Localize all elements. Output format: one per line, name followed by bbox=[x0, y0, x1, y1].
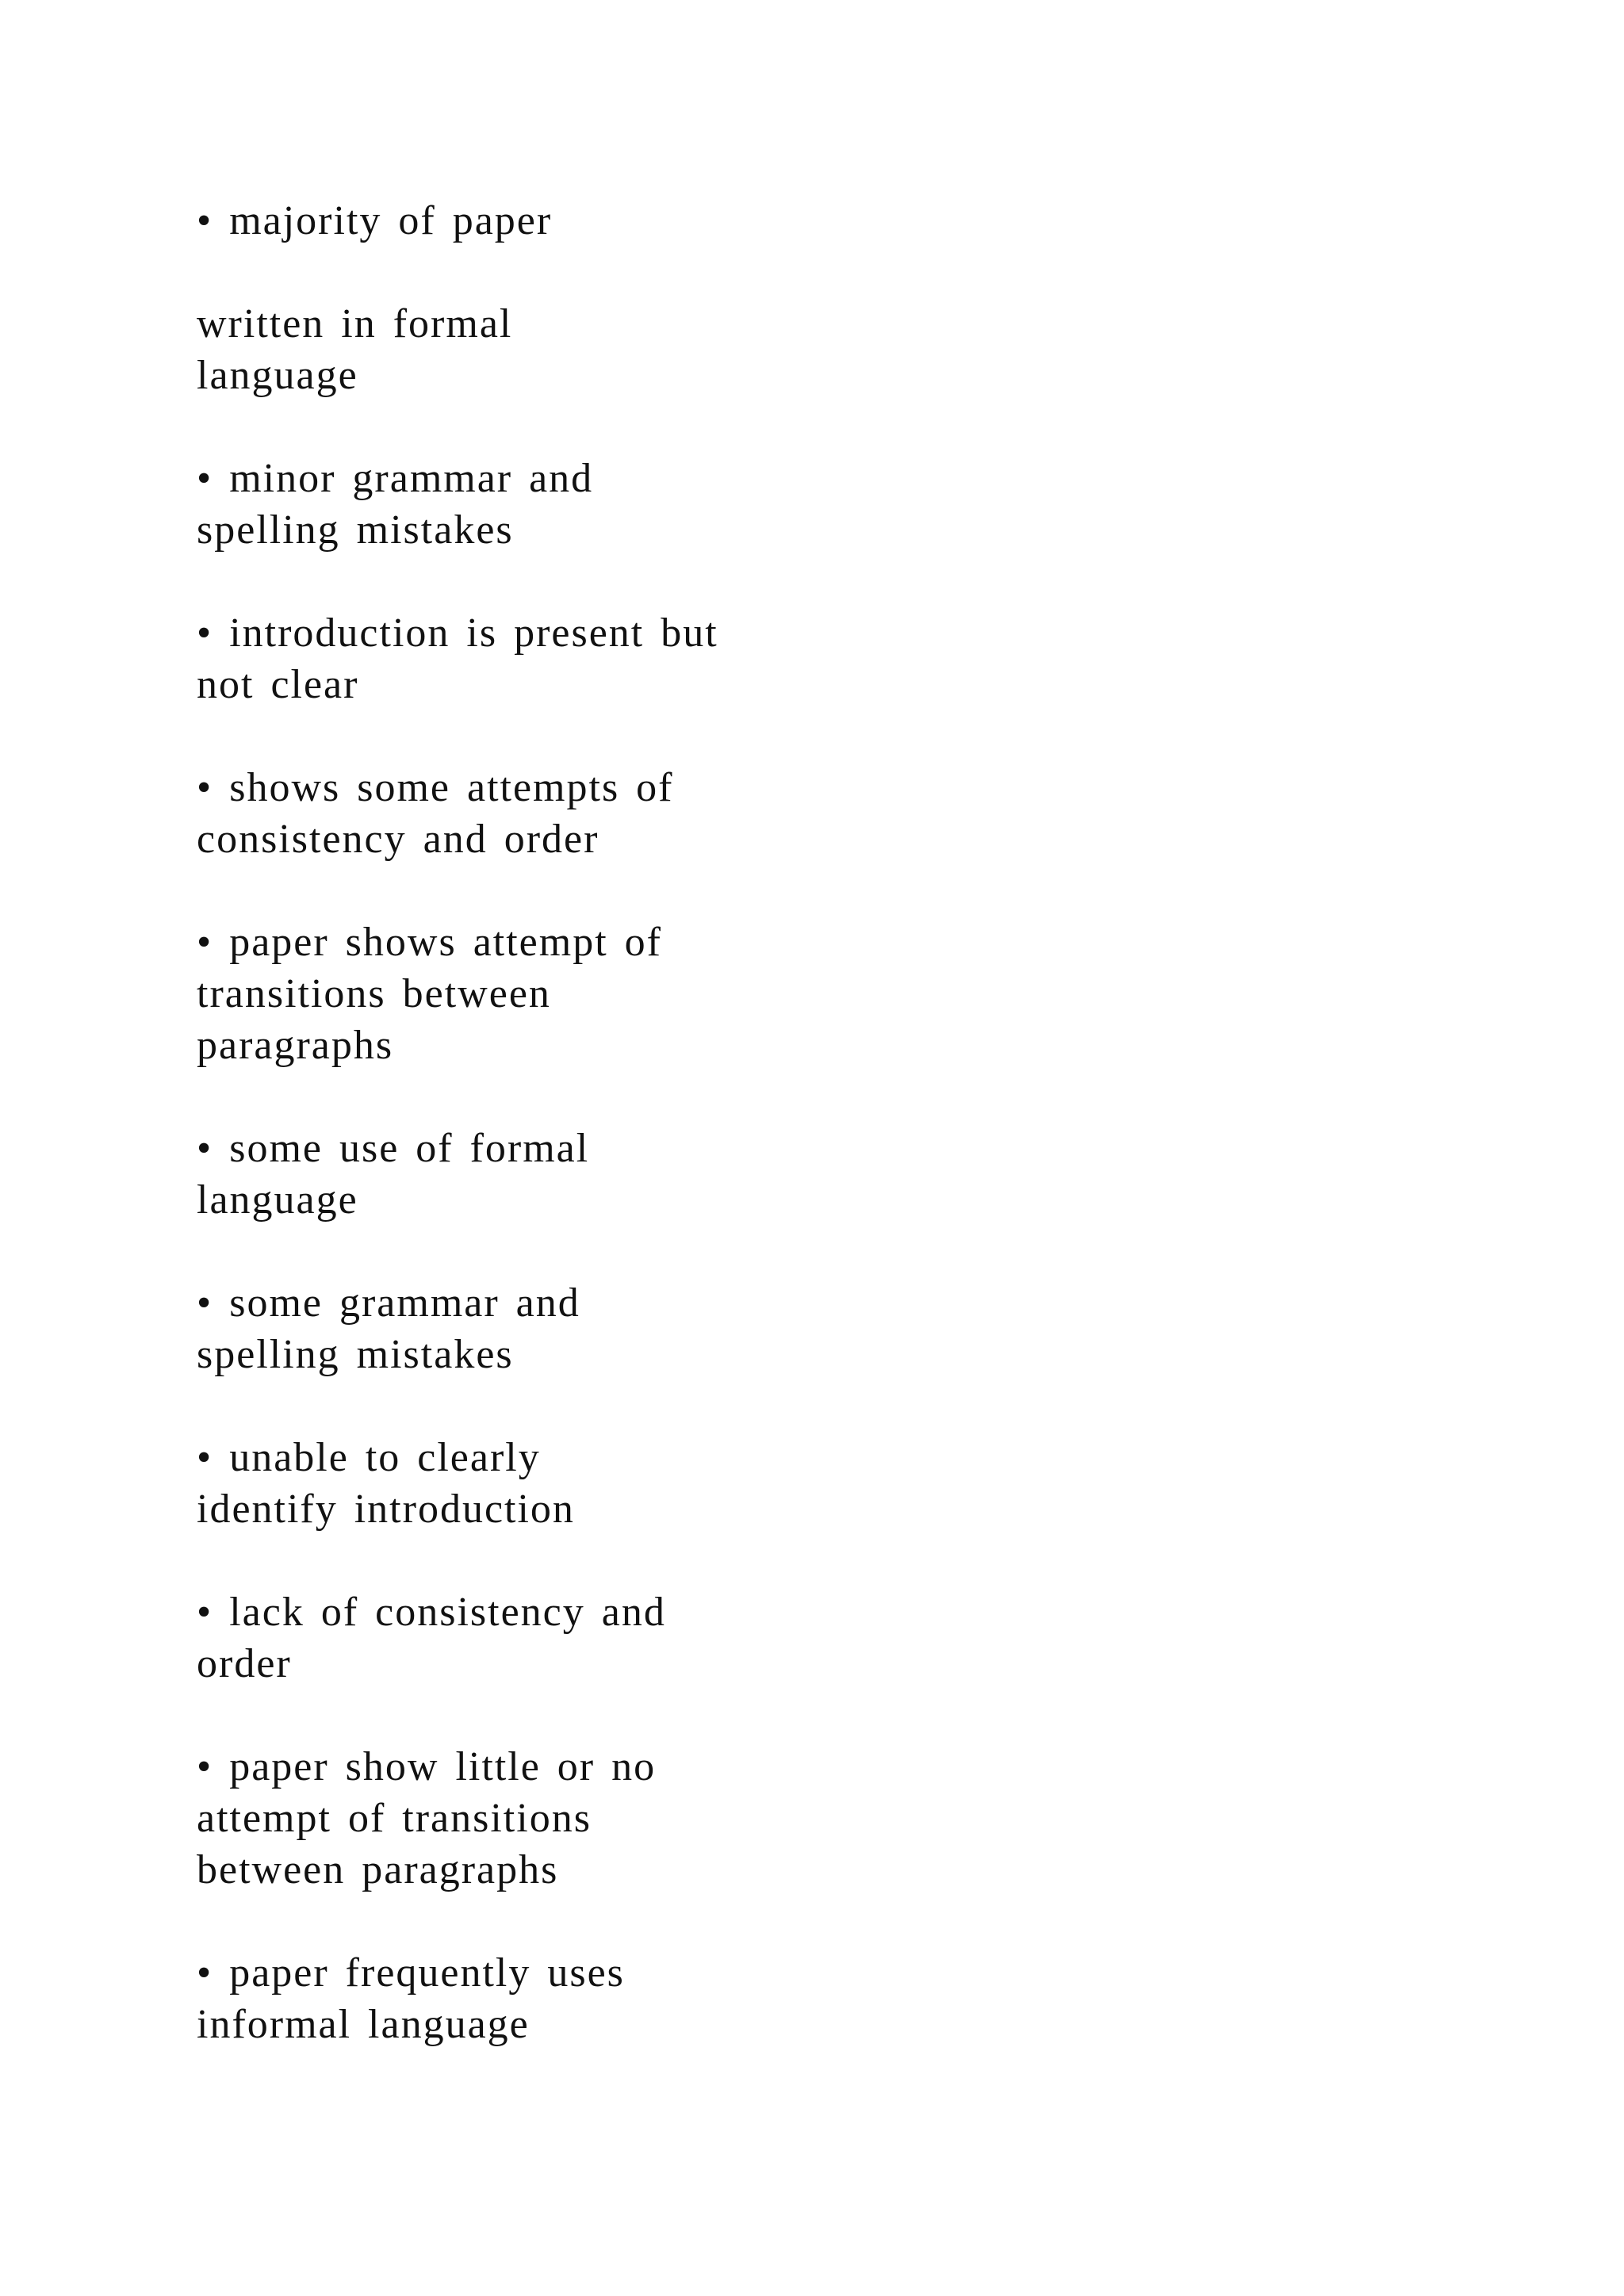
text-line: between paragraphs bbox=[197, 1847, 559, 1892]
text-line: • some grammar and bbox=[197, 1280, 580, 1326]
paragraph-lack-of-consistency bbox=[197, 1586, 799, 1689]
paragraph-informal-language bbox=[197, 1947, 799, 2050]
text-line: spelling mistakes bbox=[197, 507, 514, 553]
text-line: • paper shows attempt of bbox=[197, 920, 662, 965]
text-line: consistency and order bbox=[197, 817, 599, 862]
paragraph-little-transitions bbox=[197, 1741, 799, 1896]
paragraph-consistency-attempts bbox=[197, 762, 799, 865]
text-line: identify introduction bbox=[197, 1487, 575, 1532]
text-line: • majority of paper bbox=[197, 198, 553, 243]
text-line: paragraphs bbox=[197, 1023, 394, 1068]
text-line: • lack of consistency and bbox=[197, 1590, 666, 1635]
paragraph-transitions-attempt bbox=[197, 916, 799, 1071]
text-line: attempt of transitions bbox=[197, 1796, 592, 1841]
paragraph-minor-grammar bbox=[197, 453, 799, 556]
paragraph-formal-language bbox=[197, 298, 799, 401]
text-line: language bbox=[197, 1177, 358, 1223]
text-line: • introduction is present but bbox=[197, 610, 718, 656]
text-line: order bbox=[197, 1641, 292, 1686]
paragraph-introduction-present bbox=[197, 607, 799, 710]
text-line: • shows some attempts of bbox=[197, 765, 674, 810]
paragraph-unclear-introduction bbox=[197, 1432, 799, 1535]
text-line: • minor grammar and bbox=[197, 456, 594, 501]
text-line: • paper frequently uses bbox=[197, 1950, 625, 1996]
paragraph-majority-of-paper bbox=[197, 195, 799, 247]
text-line: transitions between bbox=[197, 971, 551, 1016]
paragraph-some-formal-language bbox=[197, 1123, 799, 1226]
text-line: • unable to clearly bbox=[197, 1435, 541, 1480]
text-line: written in formal bbox=[197, 301, 513, 346]
text-line: spelling mistakes bbox=[197, 1332, 514, 1377]
paragraph-some-grammar bbox=[197, 1277, 799, 1380]
text-line: language bbox=[197, 353, 358, 398]
text-line: • some use of formal bbox=[197, 1126, 590, 1171]
rubric-text-column bbox=[197, 195, 799, 2102]
text-line: • paper show little or no bbox=[197, 1744, 657, 1789]
text-line: informal language bbox=[197, 2002, 530, 2047]
text-line: not clear bbox=[197, 662, 359, 707]
